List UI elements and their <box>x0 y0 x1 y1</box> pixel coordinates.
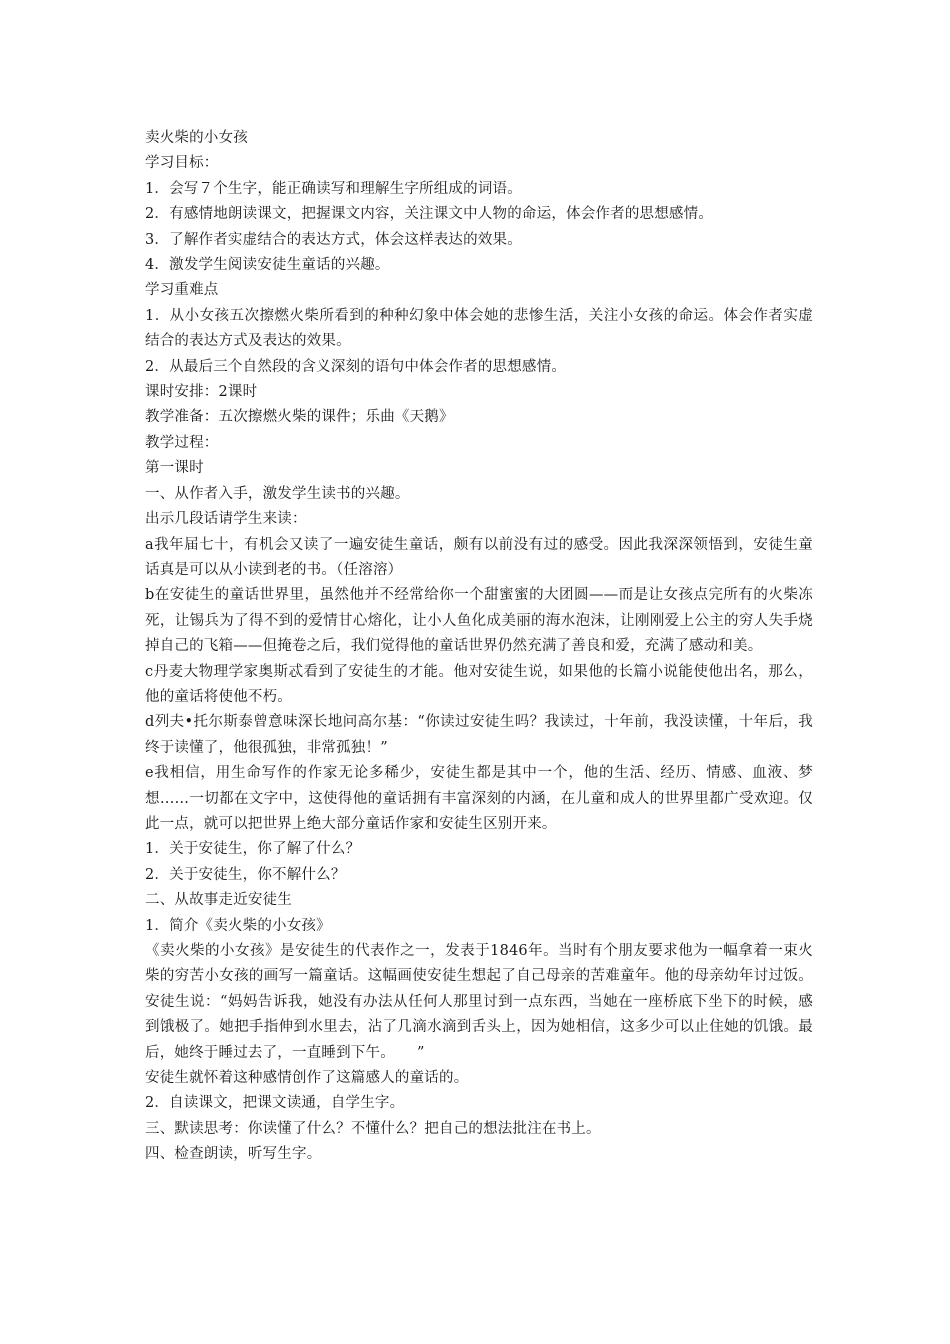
objective-item: 3．了解作者实虚结合的表达方式，体会这样表达的效果。 <box>145 231 522 248</box>
difficulty-item: 1．从小女孩五次擦燃火柴所看到的种种幻象中体会她的悲惨生活，关注小女孩的命运。体会作者实虚结合的表达方式及表达的效果。 <box>145 307 813 350</box>
preparation-line: 教学准备：五次擦燃火柴的课件；乐曲《天鹅》 <box>145 409 454 426</box>
quote-paragraph: b在安徒生的童话世界里，虽然他并不经常给你一个甜蜜蜜的大团圆——而是让女孩点完所有的火柴冻死，让锡兵为了得不到的爱情甘心熔化，让小人鱼化成美丽的海水泡沫，让刚刚爱上公主的穷人失手烧掉自己的飞箱——但掩卷之后，我们觉得他的童话世界仍然充满了善良和爱，充满了感动和美。 <box>145 587 813 655</box>
schedule-line: 课时安排：2课时 <box>145 384 258 401</box>
quote-paragraph: d列夫•托尔斯泰曾意味深长地问高尔基：“你读过安徒生吗？我读过，十年前，我没读懂，十年后，我终于读懂了，他很孤独，非常孤独！” <box>145 714 813 756</box>
document-title: 卖火柴的小女孩 <box>145 130 248 146</box>
section1-intro: 出示几段话请学生来读： <box>145 511 307 528</box>
question-item: 1．关于安徒生，你了解了什么？ <box>145 841 361 858</box>
lesson1-heading: 第一课时 <box>145 460 204 477</box>
intro-paragraph: 《卖火柴的小女孩》是安徒生的代表作之一，发表于1846年。当时有个朋友要求他为一幅拿着一束火柴的穷苦小女孩的画写一篇童话。这幅画使安徒生想起了自己母亲的苦难童年。他的母亲幼年讨过饭。安徒生说：“妈妈告诉我，她没有办法从任何人那里讨到一点东西，当她在一座桥底下坐下的时候，感到饿极了。她把手指伸到水里去，沾了几滴水滴到舌头上，因为她相信，这多少可以止住她的饥饿。最后，她终于睡过去了，一直睡到下午。 ” <box>145 943 813 1061</box>
quote-paragraph: a我年届七十，有机会又读了一遍安徒生童话，颇有以前没有过的感受。因此我深深领悟到，安徒生童话真是可以从小读到老的书。（任溶溶） <box>145 536 813 578</box>
difficulty-item: 2．从最后三个自然段的含义深刻的语句中体会作者的思想感情。 <box>145 358 567 375</box>
process-heading: 教学过程： <box>145 434 219 451</box>
intro-conclusion: 安徒生就怀着这种感情创作了这篇感人的童话的。 <box>145 1070 469 1087</box>
quote-paragraph: e我相信，用生命写作的作家无论多稀少，安徒生都是其中一个，他的生活、经历、情感、血液、梦想……一切都在文字中，这使得他的童话拥有丰富深刻的内涵，在儿童和成人的世界里都广受欢迎。仅此一点，就可以把世界上绝大部分童话作家和安徒生区别开来。 <box>145 765 813 832</box>
section4-line: 四、检查朗读，听写生字。 <box>145 1146 322 1163</box>
objective-item: 4．激发学生阅读安徒生童话的兴趣。 <box>145 257 390 274</box>
quote-paragraph: c丹麦大物理学家奥斯忒看到了安徒生的才能。他对安徒生说，如果他的长篇小说能使他出名，那么，他的童话将使他不朽。 <box>145 663 813 705</box>
objective-item: 1．会写７个生字，能正确读写和理解生字所组成的词语。 <box>145 180 522 197</box>
section3-line: 三、默读思考：你读懂了什么？不懂什么？把自己的想法批注在书上。 <box>145 1120 601 1137</box>
document-page <box>145 126 813 1168</box>
difficulties-heading: 学习重难点 <box>145 282 219 299</box>
question-item: 2．关于安徒生，你不解什么？ <box>145 866 346 883</box>
objectives-heading: 学习目标： <box>145 155 219 172</box>
section1-heading: 一、从作者入手，激发学生读书的兴趣。 <box>145 485 410 502</box>
section2-heading: 二、从故事走近安徒生 <box>145 892 292 909</box>
intro-heading: 1．简介《卖火柴的小女孩》 <box>145 917 331 934</box>
objective-item: 2．有感情地朗读课文，把握课文内容，关注课文中人物的命运，体会作者的思想感情。 <box>145 206 714 223</box>
self-study-line: 2．自读课文，把课文读通，自学生字。 <box>145 1095 405 1112</box>
